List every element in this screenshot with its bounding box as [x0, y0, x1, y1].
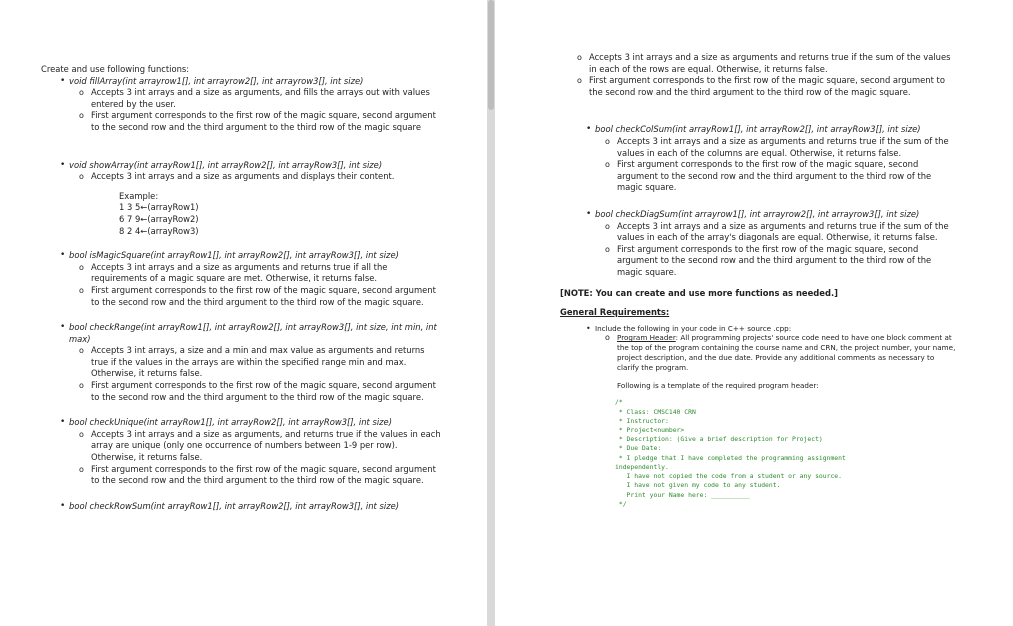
code-line: I have not copied the code from a student or any source.	[615, 472, 843, 481]
function-detail: o Accepts 3 int arrays, a size and a min and max value as arguments and returns true if the values in the arrays are within the specified range min and max. Otherwise, it returns false.	[69, 345, 441, 380]
function-detail: o First argument corresponds to the first row of the magic square, second argument to the second row and the third argument to the third row of the magic square.	[69, 380, 441, 403]
program-header-item	[595, 333, 957, 372]
document-page-right	[495, 0, 1013, 626]
code-line: * Description: (Give a brief description for Project)	[615, 435, 823, 444]
example-row: 8 2 4←(arrayRow3)	[119, 225, 199, 236]
function-detail: o Accepts 3 int arrays and a size as arguments and displays their content.	[69, 171, 441, 183]
function-signature: • bool checkRange(int arrayRow1[], int arrayRow2[], int arrayRow3[], int size, int min, int max)	[69, 322, 437, 344]
function-signature: • bool isMagicSquare(int arrayRow1[], int arrayRow2[], int arrayRow3[], int size)	[69, 250, 399, 261]
function-detail: o Accepts 3 int arrays and a size as arguments and returns true if the sum of the values in each of the array's diagonals are equal. Otherwise, it returns false.	[595, 221, 957, 244]
vertical-scrollbar[interactable]	[487, 0, 495, 626]
function-detail: o First argument corresponds to the first row of the magic square, second argument to the second row and the third argument to the third row of the magic square.	[595, 244, 957, 279]
function-signature: • void fillArray(int arrayrow1[], int arrayrow2[], int arrayrow3[], int size)	[69, 75, 364, 86]
code-line: * I pledge that I have completed the programming assignment	[615, 453, 846, 462]
scrollbar-thumb[interactable]	[488, 0, 494, 110]
function-detail: o Accepts 3 int arrays and a size as arguments and returns true if all the requirements of a magic square are met. Otherwise, it returns false.	[69, 262, 441, 285]
intro-text: Create and use following functions:	[41, 64, 190, 74]
function-detail: o Accepts 3 int arrays and a size as arguments, and fills the arrays out with values entered by the user.	[69, 87, 441, 110]
function-detail: o Accepts 3 int arrays and a size as arguments and returns true if the sum of the values in each of the columns are equal. Otherwise, it returns false.	[595, 136, 957, 159]
function-detail: o Accepts 3 int arrays and a size as arguments and returns true if the sum of the values in each of the rows are equal. Otherwise, it returns false.	[567, 52, 957, 75]
example-row: 1 3 5←(arrayRow1)	[119, 202, 199, 213]
function-signature: • bool checkRowSum(int arrayRow1[], int arrayRow2[], int arrayRow3[], int size)	[69, 500, 400, 511]
function-signature: • bool checkColSum(int arrayRow1[], int arrayRow2[], int arrayRow3[], int size)	[595, 124, 921, 135]
include-line: • Include the following in your code in C++ source .cpp:	[595, 323, 792, 333]
requirements-section	[567, 324, 957, 509]
function-detail: o First argument corresponds to the first row of the magic square, second argument to the second row and the third argument to the third row of the magic square.	[595, 159, 957, 194]
program-header-link[interactable]: Program Header	[617, 333, 676, 343]
function-item	[41, 417, 441, 487]
code-line: /*	[615, 398, 623, 407]
function-signature: • bool checkDiagSum(int arrayrow1[], int arrayrow2[], int arrayrow3[], int size)	[595, 208, 920, 219]
function-detail: o First argument corresponds to the first row of the magic square, second argument to the second row and the third argument to the third row of the magic square.	[69, 285, 441, 308]
code-line: * Due Date:	[615, 444, 662, 453]
code-line: * Instructor:	[615, 416, 669, 425]
template-intro: Following is a template of the required program header:	[617, 380, 819, 390]
left-page-content	[41, 64, 441, 512]
code-line: * Project<number>	[615, 426, 685, 435]
function-item	[41, 322, 441, 403]
example-row: 6 7 9←(arrayRow2)	[119, 213, 199, 224]
example-label: Example:	[119, 190, 159, 201]
function-detail: o First argument corresponds to the first row of the magic square, second argument to the second row and the third argument to the third row of the magic square.	[69, 464, 441, 487]
code-line: I have not given my code to any student.	[615, 481, 781, 490]
code-line: independently.	[615, 462, 669, 471]
function-detail: o Accepts 3 int arrays and a size as arguments, and returns true if the values in each array are unique (only one occurrence of numbers between 1-9 per row). Otherwise, it returns false.	[69, 429, 441, 464]
document-page-left	[0, 0, 487, 626]
function-item	[41, 76, 441, 134]
code-line: Print your Name here: __________	[615, 490, 750, 499]
function-item	[41, 160, 441, 238]
function-item	[567, 124, 957, 194]
function-signature: • bool checkUnique(int arrayRow1[], int arrayRow2[], int arrayRow3[], int size)	[69, 417, 392, 428]
right-page-content	[560, 52, 957, 509]
code-line: */	[615, 499, 627, 508]
program-header-description: : All programming projects' source code need to have one block comment at the top of the program containing the course name and CRN, the project number, your name, project description, and the due date. Provide any additional comments as necessary to clarify the program.	[617, 333, 956, 372]
code-line: * Class: CMSC140 CRN	[615, 407, 696, 416]
general-requirements-heading: General Requirements:	[560, 307, 670, 318]
example-block	[69, 191, 441, 237]
function-list-continued	[567, 52, 957, 279]
function-item	[41, 250, 441, 308]
function-detail: o First argument corresponds to the first row of the magic square, second argument to the second row and the third argument to the third row of the magic square.	[567, 75, 957, 98]
function-detail: o First argument corresponds to the first row of the magic square, second argument to the second row and the third argument to the third row of the magic square	[69, 110, 441, 133]
function-item	[41, 501, 441, 513]
note-text: [NOTE: You can create and use more functions as needed.]	[560, 287, 838, 298]
function-list	[41, 76, 441, 513]
function-signature: • void showArray(int arrayRow1[], int arrayRow2[], int arrayRow3[], int size)	[69, 159, 383, 170]
function-item	[567, 209, 957, 279]
requirement-item	[567, 324, 957, 391]
program-header-template	[615, 398, 957, 508]
